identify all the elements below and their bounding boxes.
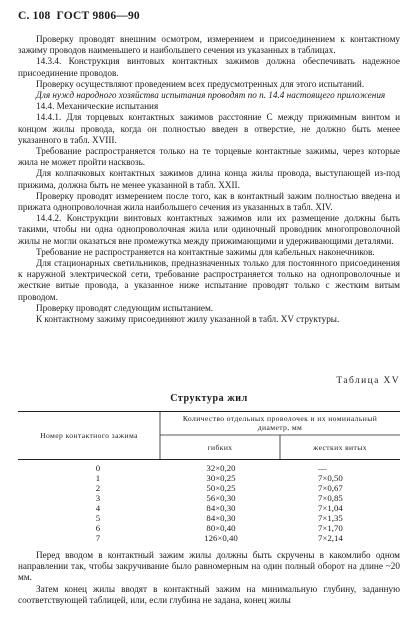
cell-rigid: 7×0,85 (318, 493, 343, 503)
paragraph: К контактному зажиму присоединяют жилу указанной в табл. XV структуры. (36, 314, 340, 325)
paragraph: Проверку проводят следующим испытанием. (36, 302, 214, 313)
cell-number: 2 (95, 483, 101, 493)
page-header (18, 10, 140, 22)
table-row (18, 473, 400, 483)
table-row (18, 493, 400, 503)
cell-flexible: 84×0,30 (206, 503, 236, 513)
cell-number: 0 (95, 463, 101, 473)
paragraph: Проверку проводят измерением после того, как в контактный зажим полностью введена и прижата однопроволочная жила наибольшего сечения из указанных в табл. XIV. (18, 190, 400, 213)
cell-rigid: 7×1,04 (318, 503, 343, 513)
page-number: С. 108 (18, 10, 51, 22)
table-title: Структура жил (170, 393, 248, 404)
cell-rigid: 7×0,50 (318, 473, 343, 483)
standard-code: ГОСТ 9806—90 (56, 10, 140, 22)
cell-rigid: 7×1,35 (318, 513, 343, 523)
cell-flexible: 30×0,25 (206, 473, 236, 483)
cell-number: 7 (95, 533, 101, 543)
body-text-after-table (18, 550, 400, 606)
cell-flexible: 56×0,30 (206, 493, 236, 503)
column-header-flexible: гибких (207, 443, 233, 452)
table-row (18, 463, 400, 473)
paragraph: 14.4.2. Конструкции винтовых контактных зажимов или их размещение должны быть такими, чтобы ни одна однопроволочная жила или одиночный проводник многопроволочной жилы не могли оказаться вне промежутка между прижимающими и удерживающими деталями. (18, 213, 400, 246)
paragraph: Для стационарных светильников, предназначенных только для постоянного присоединения к наружной электрической сети, требование распространяется только на однопроволочные и жесткие витые провода, а указанное ниже испытание проводят только с жестким витым проводом. (18, 258, 400, 302)
paragraph: Проверку проводят внешним осмотром, измерением и присоединением к контактному зажиму проводов наименьшего и наибольшего сечения из указанных в таблицах. (18, 34, 400, 56)
cell-flexible: 32×0,20 (206, 463, 236, 473)
paragraph: Требование распространяется только на те торцевые контактные зажимы, через которые жила не может пройти насквозь. (18, 146, 400, 168)
cell-flexible: 80×0,40 (206, 523, 236, 533)
table-row (18, 533, 400, 543)
table-row (18, 483, 400, 493)
paragraph: Затем конец жилы вводят в контактный зажим на минимальную глубину, заданную соответствующей таблицей, или, если глубина не задана, конец жилы (18, 583, 400, 605)
cell-rigid: 7×1,70 (318, 523, 343, 533)
cell-flexible: 84×0,30 (206, 513, 236, 523)
cell-flexible: 50×0,25 (206, 483, 236, 493)
cell-rigid: 7×0,67 (318, 483, 343, 493)
cell-number: 3 (95, 493, 101, 503)
cell-number: 4 (95, 503, 101, 513)
paragraph: Проверку осуществляют проведением всех предусмотренных для этого испытаний. (36, 78, 365, 89)
cell-flexible: 126×0,40 (204, 533, 238, 543)
cell-rigid: 7×2,14 (318, 533, 343, 543)
table-row (18, 513, 400, 523)
cell-rigid: — (318, 463, 327, 473)
paragraph-italic: Для нужд народного хозяйства испытания проводят по п. 14.4 настоящего приложения (36, 90, 386, 101)
paragraph: Перед вводом в контактный зажим жилы должны быть скручены в какомлибо одном направлении так, чтобы закручивание было равномерным на один полный оборот на длине ~20 мм. (18, 550, 400, 583)
cell-number: 5 (95, 513, 101, 523)
body-text (18, 34, 400, 325)
paragraph: 14.4.1. Для торцевых контактных зажимов расстояние С между прижимным винтом и концом жилы провода, когда он полностью введен в отверстие, не должно быть менее указанного в табл. XVIII. (18, 112, 400, 145)
table-body (18, 463, 400, 543)
column-header-number: Номер контактного зажима (40, 431, 138, 440)
cell-number: 6 (95, 523, 101, 533)
paragraph: Требование не распространяется на контактные зажимы для кабельных наконечников. (36, 246, 375, 257)
column-group-header: Количество отдельных проволочек и их номинальный диаметр, мм (182, 414, 378, 432)
cell-number: 1 (95, 473, 101, 483)
table-label: Таблица XV (336, 376, 400, 386)
paragraph: 14.3.4. Конструкция винтовых контактных зажимов должна обеспечивать надежное присоединение проводов. (18, 56, 400, 78)
column-header-rigid: жестких витых (313, 443, 367, 452)
section-heading: 14.4. Механические испытания (36, 101, 159, 112)
table-row (18, 523, 400, 533)
paragraph: Для колпачковых контактных зажимов длина конца жилы провода, выступающей из-под прижима, должна быть не менее указанной в табл. XXII. (18, 168, 400, 190)
table-row (18, 503, 400, 513)
structure-table (18, 411, 400, 545)
